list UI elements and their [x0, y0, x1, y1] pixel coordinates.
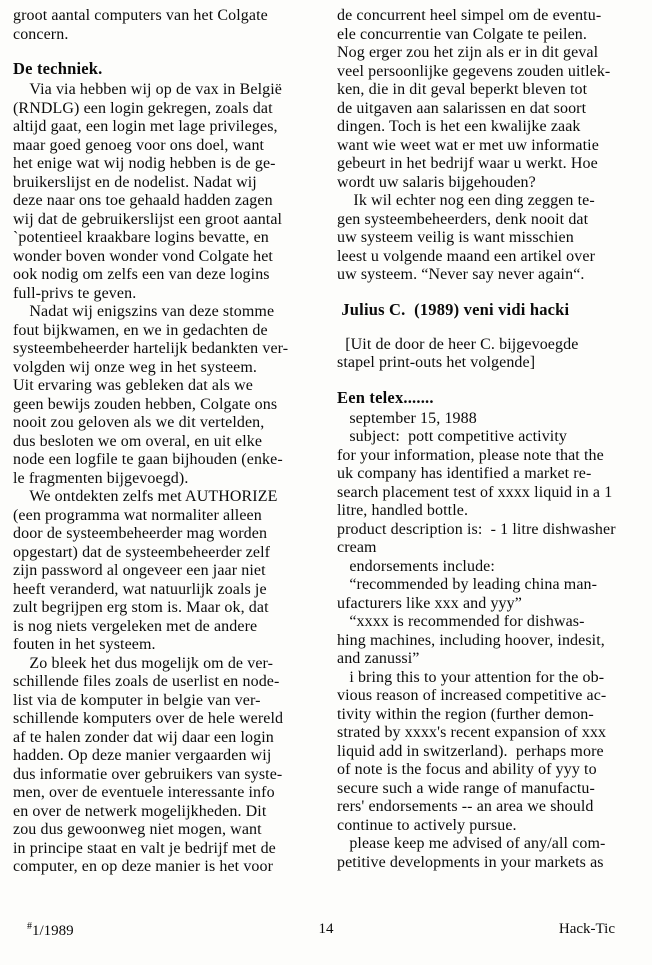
columns [13, 7, 644, 877]
text-line: hadden. Op deze manier vergaarden wij [13, 747, 272, 764]
text-line: bruikerslijst en de nodelist. Nadat wij [13, 173, 257, 191]
text-line: uw systeem veilig is want misschien [337, 229, 574, 246]
vertical-gap [337, 285, 644, 299]
text-line: of note is the focus and ability of yyy to [337, 761, 597, 778]
text-line: dus informatie over gebruikers van syste- [13, 765, 283, 783]
paragraph [337, 7, 644, 192]
text-line: wij dat de gebruikerslijst een groot aantal [13, 210, 283, 228]
text-line: ook nodig om zelfs een van deze logins [13, 266, 270, 283]
text-line: gebeurt in het bedrijf waar u werkt. Hoe [337, 155, 598, 172]
section-heading [13, 58, 320, 81]
text-line: full-privs te geven. [13, 284, 137, 302]
text-line: hing machines, including hoover, indesit, [337, 631, 605, 649]
text-line: Via via hebben wij op de vax in België [13, 81, 282, 98]
text-line: product description is: - 1 litre dishwasher [337, 520, 616, 538]
text-line: schillende files zoals de userlist en node- [13, 673, 280, 690]
text-line: cream [337, 539, 377, 556]
text-line: dingen. Toch is het een kwalijke zaak [337, 118, 581, 135]
text-line: fouten in het systeem. [13, 636, 156, 653]
text-line: deze naar ons toe gehaald hadden zagen [13, 192, 273, 209]
text-line: opgestart) dat de systeembeheerder zelf [13, 543, 271, 561]
text-line: is nog niets vergeleken met de andere [13, 617, 258, 635]
text-line: computer, en op deze manier is het voor [13, 858, 274, 875]
paragraph [13, 7, 320, 44]
vertical-gap [337, 373, 644, 387]
text-line: leest u volgende maand een artikel over [337, 247, 596, 265]
paragraph [337, 336, 644, 373]
text-line: stapel print-outs het volgende] [337, 354, 536, 371]
text-line: i bring this to your attention for the ob- [337, 668, 605, 686]
paragraph [13, 655, 320, 877]
text-line: het enige wat wij nodig hebben is de ge- [13, 155, 276, 172]
text-line: geen bewijs zouden hebben, Colgate ons [13, 395, 278, 413]
text-line: for your information, please note that the [337, 446, 604, 464]
text-line: systeembeheerder hartelijk bedankten ver- [13, 340, 289, 357]
text-line: Julius C. (1989) veni vidi hacki [337, 299, 570, 319]
text-line: september 15, 1988 [337, 409, 477, 427]
text-line: in principe staat en valt je bedrijf met de [13, 839, 276, 857]
text-line: Nog erger zou het zijn als er in dit geval [337, 44, 599, 61]
text-line: zou dus gewoonweg niet mogen, want [13, 821, 262, 838]
text-line: fout bijkwamen, en we in gedachten de [13, 321, 268, 339]
text-line: altijd gaat, een login met lage privileges, [13, 118, 278, 135]
text-line: veel persoonlijke gegevens zouden uitlek- [337, 62, 611, 80]
text-line: secure such a wide range of manufactu- [337, 779, 595, 797]
paragraph [337, 192, 644, 285]
text-line: ele concurrentie van Colgate te peilen. [337, 25, 588, 43]
text-line: We ontdekten zelfs met AUTHORIZE [13, 488, 278, 505]
footer-page-number: 14 [318, 921, 334, 937]
text-line: petitive developments in your markets as [337, 853, 604, 871]
text-line: `potentieel kraakbare logins bevatte, en [13, 229, 269, 246]
text-line: endorsements include: [337, 557, 495, 575]
text-line: node een logfile te gaan bijhouden (enke- [13, 451, 283, 468]
text-line: wordt uw salaris bijgehouden? [337, 173, 536, 191]
text-line: zult begrijpen erg stom is. Maar ok, dat [13, 599, 269, 616]
text-line: le fragmenten bijgevoegd). [13, 469, 189, 487]
paragraph [13, 81, 320, 303]
text-line: please keep me advised of any/all com- [337, 835, 606, 852]
text-line: [Uit de door de heer C. bijgevoegde [337, 335, 579, 353]
text-line: Een telex....... [337, 387, 434, 407]
column-left [13, 7, 320, 877]
text-line: liquid add in switzerland). perhaps more [337, 742, 604, 760]
text-line: men, over de eventuele interessante info [13, 784, 275, 801]
text-line: uw systeem. “Never say never again“. [337, 266, 585, 283]
text-line: af te halen zonder dat wij daar een login [13, 728, 274, 746]
text-line: vious reason of increased competitive ac- [337, 687, 607, 704]
text-line: uk company has identified a market re- [337, 465, 592, 482]
text-line: strated by xxxx's recent expansion of xxx [337, 724, 607, 741]
footer-issue-symbol: # [27, 921, 32, 932]
paragraph [337, 410, 644, 873]
text-line: Zo bleek het dus mogelijk om de ver- [13, 654, 274, 672]
text-line: ken, die in dit geval beperkt bleven tot [337, 81, 588, 98]
paragraph [13, 303, 320, 488]
text-line: De techniek. [13, 59, 103, 78]
footer-magazine-name: Hack-Tic [558, 921, 615, 937]
text-line: rers' endorsements -- an area we should [337, 798, 594, 815]
text-line: litre, handled bottle. [337, 502, 469, 519]
text-line: groot aantal computers van het Colgate [13, 7, 268, 24]
text-line: continue to actively pursue. [337, 816, 517, 834]
text-line: en over de netwerk mogelijkheden. Dit [13, 802, 267, 820]
column-right [337, 7, 644, 877]
text-line: gen systeembeheerders, denk nooit dat [337, 210, 589, 228]
text-line: subject: pott competitive activity [337, 428, 567, 445]
section-heading [337, 299, 644, 322]
text-line: “recommended by leading china man- [337, 576, 598, 593]
text-line: (RNDLG) een login gekregen, zoals dat [13, 99, 273, 117]
text-line: “xxxx is recommended for dishwas- [337, 613, 585, 630]
text-line: search placement test of xxxx liquid in a 1 [337, 483, 613, 501]
text-line: tivity within the region (further demon- [337, 705, 594, 723]
paragraph [13, 488, 320, 655]
text-line: zijn password al ongeveer een jaar niet [13, 562, 266, 579]
section-heading [337, 387, 644, 410]
text-line: wonder boven wonder vond Colgate het [13, 247, 273, 265]
text-line: de uitgaven aan salarissen en dat soort [337, 99, 587, 117]
text-line: schillende komputers over de hele wereld [13, 710, 284, 727]
text-line: nooit zou geloven als we dit vertelden, [13, 414, 265, 431]
text-line: Uit ervaring was gebleken dat als we [13, 377, 253, 394]
vertical-gap [13, 44, 320, 58]
text-line: Ik wil echter nog een ding zeggen te- [337, 192, 595, 209]
text-line: dus besloten we om overal, en uit elke [13, 432, 263, 450]
text-line: maar goed genoeg voor ons doel, want [13, 136, 265, 154]
text-line: concern. [13, 25, 69, 43]
text-line: and zanussi” [337, 650, 420, 667]
text-line: list via de komputer in belgie van ver- [13, 691, 261, 709]
text-line: volgden wij onze weg in het systeem. [13, 358, 257, 376]
vertical-gap [337, 322, 644, 336]
text-line: want wie weet wat er met uw informatie [337, 136, 599, 154]
text-line: (een programma wat normaliter alleen [13, 506, 262, 524]
text-line: heeft veranderd, wat natuurlijk zoals je [13, 580, 267, 598]
text-line: Nadat wij enigszins van deze stomme [13, 303, 275, 320]
text-line: ufacturers like xxx and yyy” [337, 594, 522, 612]
footer-issue-number: 1/1989 [32, 923, 74, 939]
page-footer [0, 921, 652, 945]
text-line: de concurrent heel simpel om de eventu- [337, 7, 602, 24]
text-line: door de systeembeheerder mag worden [13, 525, 268, 542]
